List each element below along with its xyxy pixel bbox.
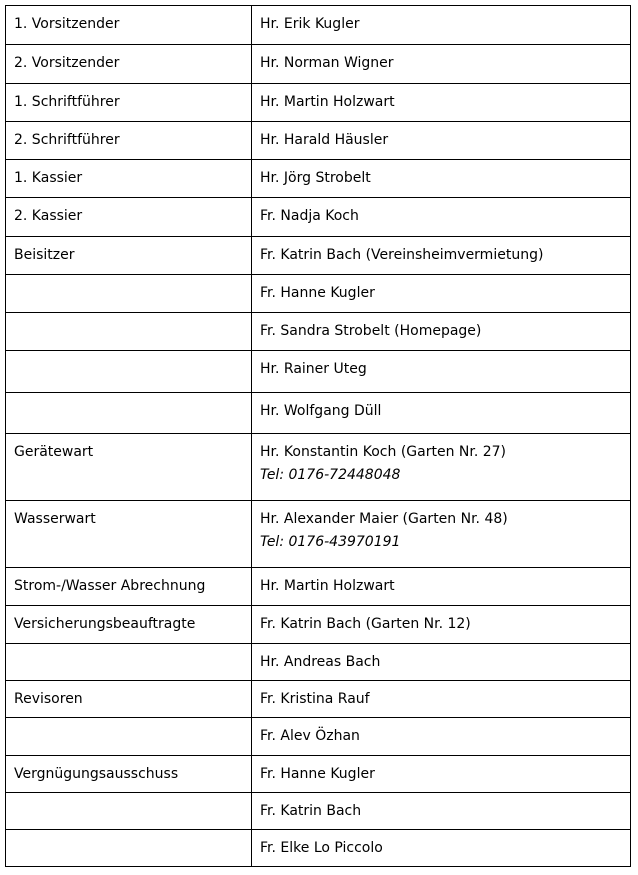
member-cell: Fr. Elke Lo Piccolo: [252, 830, 631, 867]
member-cell: Fr. Hanne Kugler: [252, 756, 631, 793]
member-name: Hr. Konstantin Koch (Garten Nr. 27): [260, 444, 507, 460]
member-cell: Hr. Erik Kugler: [252, 6, 631, 45]
role-cell: [6, 793, 252, 830]
role-cell: [6, 644, 252, 681]
member-cell: Fr. Katrin Bach (Garten Nr. 12): [252, 606, 631, 644]
role-cell: [6, 830, 252, 867]
role-cell: 2. Vorsitzender: [6, 45, 252, 84]
table-row: [6, 793, 631, 830]
member-cell: Hr. Jörg Strobelt: [252, 160, 631, 198]
table-row: [6, 393, 631, 434]
phone-number: Tel: 0176-43970191: [260, 534, 401, 550]
member-cell: Fr. Hanne Kugler: [252, 275, 631, 313]
role-cell: [6, 351, 252, 393]
role-cell: Strom-/Wasser Abrechnung: [6, 568, 252, 606]
table-row: [6, 237, 631, 275]
member-cell: Hr. Martin Holzwart: [252, 568, 631, 606]
member-name: Hr. Alexander Maier (Garten Nr. 48): [260, 511, 508, 527]
member-cell: Hr. Andreas Bach: [252, 644, 631, 681]
member-cell: Fr. Sandra Strobelt (Homepage): [252, 313, 631, 351]
table-row: [6, 84, 631, 122]
table-row: [6, 718, 631, 756]
member-cell: Fr. Katrin Bach (Vereinsheimvermietung): [252, 237, 631, 275]
member-cell: [252, 434, 631, 501]
table-row: [6, 568, 631, 606]
table-row: [6, 830, 631, 867]
role-cell: [6, 313, 252, 351]
board-members-table: [5, 5, 631, 867]
role-cell: 2. Schriftführer: [6, 122, 252, 160]
table-row: [6, 644, 631, 681]
member-cell: Hr. Rainer Uteg: [252, 351, 631, 393]
table-row: [6, 501, 631, 568]
member-cell: Hr. Wolfgang Düll: [252, 393, 631, 434]
role-cell: 1. Schriftführer: [6, 84, 252, 122]
role-cell: 1. Vorsitzender: [6, 6, 252, 45]
table-row: [6, 198, 631, 237]
role-cell: Wasserwart: [6, 501, 252, 568]
member-cell: Fr. Nadja Koch: [252, 198, 631, 237]
member-cell: Fr. Kristina Rauf: [252, 681, 631, 718]
member-cell: Fr. Alev Özhan: [252, 718, 631, 756]
table-row: [6, 606, 631, 644]
table-row: [6, 756, 631, 793]
member-cell: [252, 501, 631, 568]
role-cell: 2. Kassier: [6, 198, 252, 237]
member-cell: Hr. Martin Holzwart: [252, 84, 631, 122]
role-cell: 1. Kassier: [6, 160, 252, 198]
table-row: [6, 6, 631, 45]
role-cell: Beisitzer: [6, 237, 252, 275]
table-row: [6, 351, 631, 393]
member-cell: Hr. Harald Häusler: [252, 122, 631, 160]
table-row: [6, 434, 631, 501]
table-row: [6, 681, 631, 718]
role-cell: [6, 275, 252, 313]
role-cell: [6, 718, 252, 756]
role-cell: Vergnügungsausschuss: [6, 756, 252, 793]
member-cell: Hr. Norman Wigner: [252, 45, 631, 84]
table-row: [6, 313, 631, 351]
member-cell: Fr. Katrin Bach: [252, 793, 631, 830]
role-cell: Revisoren: [6, 681, 252, 718]
role-cell: [6, 393, 252, 434]
role-cell: Gerätewart: [6, 434, 252, 501]
table-row: [6, 160, 631, 198]
table-row: [6, 122, 631, 160]
phone-number: Tel: 0176-72448048: [260, 467, 401, 483]
role-cell: Versicherungsbeauftragte: [6, 606, 252, 644]
table-row: [6, 45, 631, 84]
table-row: [6, 275, 631, 313]
